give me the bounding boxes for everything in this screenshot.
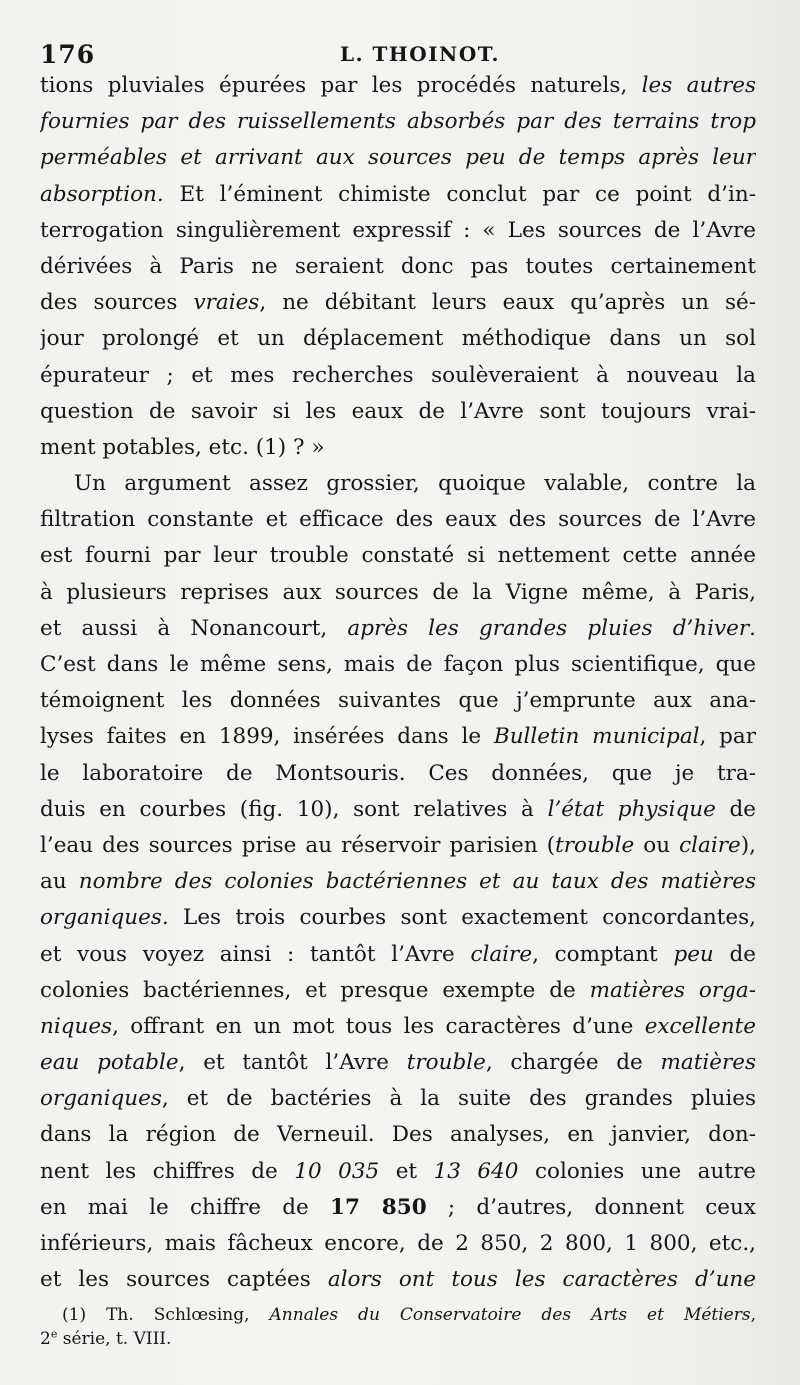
text-run: est fourni par leur trouble constaté si nettement cette année [40,543,756,569]
text-run: question de savoir si les eaux de l’Avre sont toujours vrai- [40,398,756,424]
text-run: 2 [40,1329,51,1349]
text-run: ), [740,832,756,858]
italic-text: claire [679,832,741,858]
text-run: , et tantôt l’Avre [178,1050,407,1076]
text-run: épurateur ; et mes recherches soulèveraient à nouveau la [40,362,756,388]
text-run: dérivées à Paris ne seraient donc pas toutes certainement [40,253,756,279]
text-line [40,611,756,647]
text-line [40,466,756,502]
body-text [40,68,756,1298]
text-run: dans la région de Verneuil. Des analyses, en janvier, don- [40,1122,756,1148]
text-run: colonies bactériennes, et presque exempte de [40,977,590,1003]
italic-text: les autres [641,73,756,98]
text-run: et [379,1158,434,1184]
text-line [40,394,756,430]
italic-text: Annales du Conservatoire des Arts et Métiers [269,1305,751,1325]
text-line [40,285,756,321]
text-run: (1) Th. Schlœsing, [62,1305,270,1325]
italic-text: absorption. [40,181,164,207]
text-line [40,177,756,213]
text-line [40,1226,756,1262]
superscript-text: e [50,1327,58,1341]
italic-text: l’état physique [547,796,716,822]
footnote-line [40,1327,756,1351]
text-run: lyses faites en 1899, insérées dans le [40,724,494,750]
text-run: de [713,941,756,967]
text-line [40,973,756,1009]
text-line [40,68,756,104]
italic-text: organiques. [40,905,169,931]
text-run: , comptant [532,941,674,967]
text-run: C’est dans le même sens, mais de façon plus scientifique, que [40,652,756,677]
text-run: des sources [40,290,194,316]
italic-text: vraies [193,290,260,316]
text-line [40,213,756,249]
text-line [40,792,756,828]
text-line [40,1081,756,1117]
text-run: ment potables, etc. (1) ? » [40,434,325,460]
text-run: Un argument assez grossier, quoique valable, contre la [74,471,756,497]
italic-text: Bulletin municipal [493,724,700,750]
italic-text: fournies par des ruissellements absorbés par des terrains trop [40,109,756,135]
bold-text: 17 850 [329,1194,427,1220]
text-run: duis en courbes (fig. 10), sont relatives à [40,796,548,822]
text-run: inférieurs, mais fâcheux encore, de 2 850, 2 800, 1 800, etc., [40,1231,756,1256]
text-run: ou [634,832,680,858]
text-run: série, t. VIII. [57,1329,172,1349]
text-run: terrogation singulièrement expressif : « Les sources de l’Avre [40,217,756,243]
footnotes [40,1303,756,1351]
text-line [40,1190,756,1226]
text-run: à plusieurs reprises aux sources de la Vigne même, à Paris, [40,579,756,605]
text-run: nent les chiffres de [40,1158,295,1184]
text-run: de [715,796,756,822]
page-number: 176 [40,40,96,69]
text-run: tions pluviales épurées par les procédés naturels, [40,73,642,98]
italic-text: trouble [406,1050,486,1076]
text-line [40,502,756,538]
text-run: , chargée de [485,1050,661,1076]
italic-text: excellente [644,1013,756,1039]
text-line [40,719,756,755]
italic-text: 13 640 [433,1158,519,1184]
text-line [40,104,756,140]
italic-text: alors ont tous les caractères d’une [327,1267,756,1293]
text-run: filtration constante et efficace des eaux des sources de l’Avre [40,507,756,533]
page-header [40,40,760,70]
text-line [40,538,756,574]
text-run: , par [699,724,756,750]
italic-text: 10 035 [294,1158,380,1184]
text-run: Et l’éminent chimiste conclut par ce point d’in- [163,181,756,207]
text-run: . [749,615,756,641]
text-line [40,430,756,466]
text-line [40,321,756,357]
text-line [40,1045,756,1081]
text-run: et vous voyez ainsi : tantôt l’Avre [40,941,471,967]
text-line [40,575,756,611]
text-run: au [40,869,79,895]
italic-text: trouble [555,832,635,858]
text-run: , ne débitant leurs eaux qu’après un sé- [259,290,756,316]
text-line [40,1009,756,1045]
text-line [40,140,756,176]
text-line [40,756,756,792]
italic-text: nombre des colonies bactériennes et au taux des matières [78,869,756,895]
italic-text: peu [673,941,714,967]
italic-text: organiques [40,1086,162,1112]
text-run: jour prolongé et un déplacement méthodique dans un sol [40,326,756,352]
text-run: colonies une autre [518,1158,756,1184]
italic-text: perméables et arrivant aux sources peu de temps après leur [40,145,756,171]
text-run: Les trois courbes sont exactement concordantes, [168,905,756,931]
text-run: témoignent les données suivantes que j’emprunte aux ana- [40,688,756,714]
text-run: et les sources captées [40,1267,328,1293]
running-head: L. THOINOT. [340,42,501,66]
text-line [40,647,756,683]
text-run: l’eau des sources prise au réservoir parisien ( [40,832,556,858]
italic-text: claire [470,941,533,967]
text-line [40,1154,756,1190]
text-run: ; d’autres, donnent ceux [426,1194,756,1220]
text-line [40,1117,756,1153]
text-line [40,900,756,936]
text-run: le laboratoire de Montsouris. Ces données, que je tra- [40,760,756,786]
text-line [40,683,756,719]
text-line [40,828,756,864]
text-run: , offrant en un mot tous les caractères d’une [112,1013,645,1039]
text-run: et aussi à Nonancourt, [40,615,348,641]
text-run: , et de bactéries à la suite des grandes pluies [161,1086,756,1112]
text-run: en mai le chiffre de [40,1194,330,1220]
text-line [40,249,756,285]
text-line [40,864,756,900]
italic-text: niques [40,1013,113,1039]
text-run: , [750,1305,756,1325]
italic-text: après les grandes pluies d’hiver [347,615,750,641]
italic-text: matières orga- [589,977,756,1003]
italic-text: eau potable [40,1050,179,1076]
italic-text: matières [660,1050,756,1076]
text-line [40,358,756,394]
text-line [40,1262,756,1298]
text-line [40,937,756,973]
footnote-line [40,1303,756,1327]
